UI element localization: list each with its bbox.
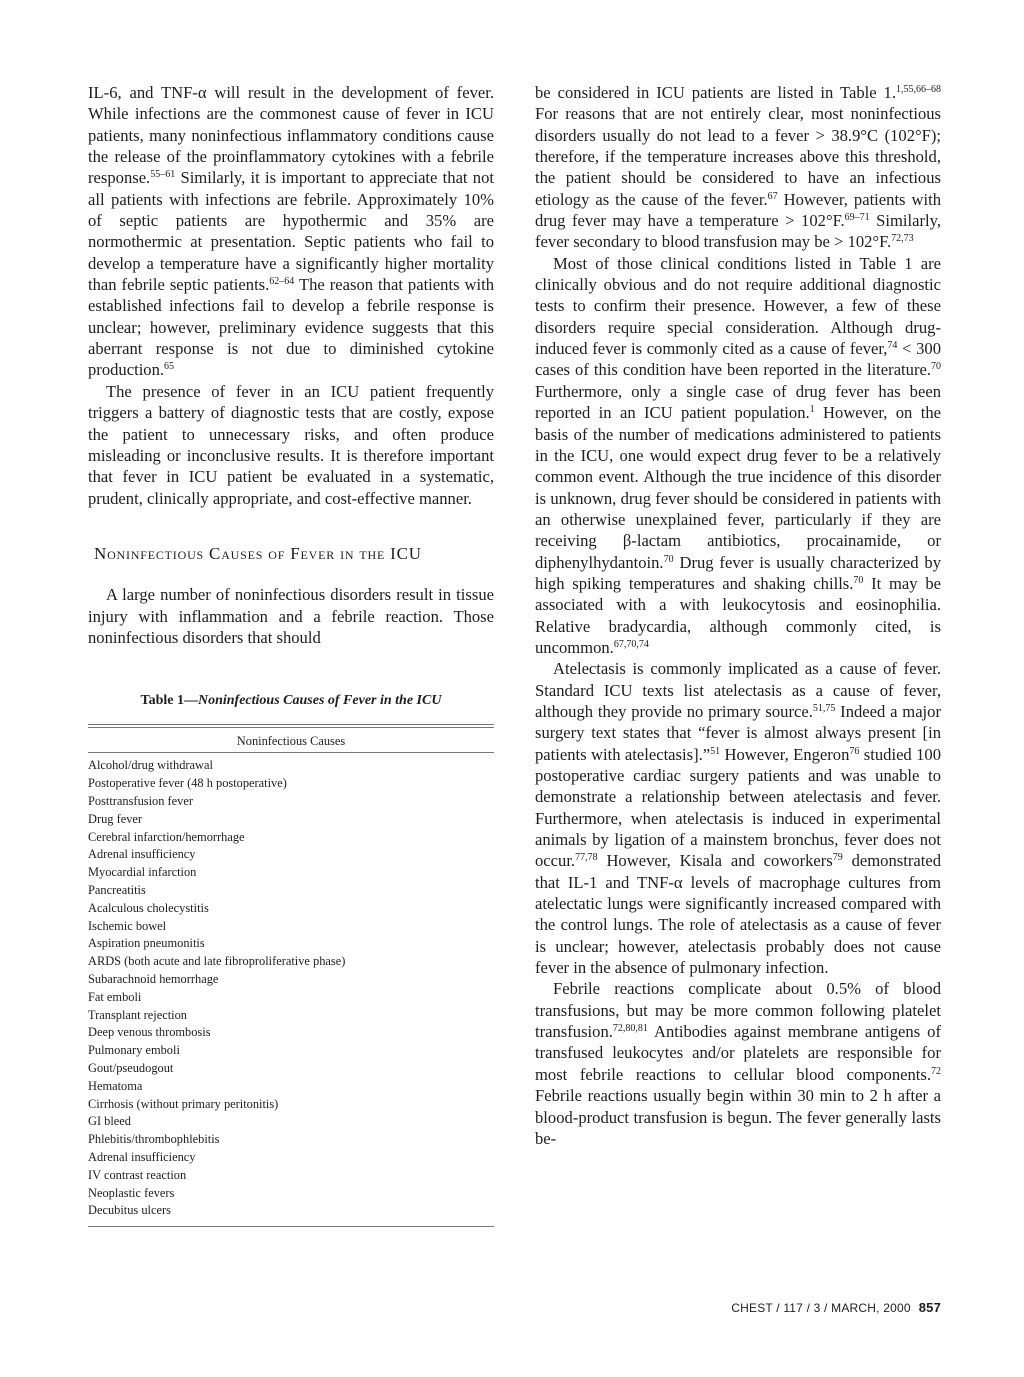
body-paragraph: Febrile reactions complicate about 0.5% of blood transfusions, but may be more common following platelet transfusion.$^{72,80,81}$ Antibodies against membrane antigens of transfused leukocytes and/or platelets are responsible for most febrile reactions to cellular blood components.$^{72}$ Febrile reactions usually begin within 30 min to 2 h after a blood-product transfusion is begun. The fever generally lasts be- (535, 979, 941, 1148)
table-row: Fat emboli (88, 989, 142, 1004)
citation-superscript: 76 (849, 745, 860, 757)
table-row: Pancreatitis (88, 882, 146, 897)
table-bottom-rule (88, 1226, 494, 1227)
body-paragraph: Most of those clinical conditions listed in Table 1 are clinically obvious and do not require additional diagnostic tests to confirm their presence. However, a few of these disorders require special consideration. Although drug-induced fever is commonly cited as a cause of fever,$^{74}$ < 300 cases of this condition have been reported in the literature.$^{70}$ Furthermore, only a single case of drug fever has been reported in an ICU patient population.$^1$ However, on the basis of the number of medications administered to patients in the ICU, one would expect drug fever to be a relatively common event. Although the true incidence of this disorder is unknown, drug fever should be considered in patients with an otherwise unexplained fever, particularly if they are receiving β-lactam antibiotics, procainamide, or diphenylhydantoin.$^{70}$ Drug fever is usually characterized by high spiking temperatures and shaking chills.$^{70}$ It may be associated with a with leukocytosis and eosinophilia. Relative bradycardia, although commonly cited, is uncommon.$^{67,70,74}$ (535, 253, 941, 657)
citation-superscript: 77,78 (575, 852, 598, 864)
table-row: IV contrast reaction (88, 1167, 187, 1182)
citation-superscript: 72,73 (891, 233, 914, 245)
table-row: Hematoma (88, 1078, 143, 1093)
table-row: Ischemic bowel (88, 918, 167, 933)
table-row: Adrenal insufficiency (88, 847, 196, 862)
table-row: Cerebral infarction/hemorrhage (88, 829, 245, 844)
table-row: Decubitus ulcers (88, 1203, 171, 1218)
table-row: Subarachnoid hemorrhage (88, 971, 219, 986)
body-paragraph: IL-6, and TNF-α will result in the development of fever. While infections are the commonest cause of fever in ICU patients, many noninfectious inflammatory conditions cause the release of the proinflammatory cytokines with a febrile response.$^{55-61}$ Similarly, it is important to appreciate that not all patients with infections are febrile. Approximately 10% of septic patients are hypothermic and 35% are normothermic at presentation. Septic patients who fail to develop a temperature have a significantly higher mortality than febrile septic patients.$^{62-64}$ The reason that patients with established infections fail to develop a febrile response is unclear; however, preliminary evidence suggests that this aberrant response is not due to diminished cytokine production.$^{65}$ (88, 83, 495, 380)
table-row: Aspiration pneumonitis (88, 936, 205, 951)
right-column (535, 82, 941, 1149)
table-row: Cirrhosis (without primary peritonitis) (88, 1096, 279, 1111)
body-paragraph: Atelectasis is commonly implicated as a cause of fever. Standard ICU texts list atelectasis as a cause of fever, although they provide no primary source.$^{51,75}$ Indeed a major surgery text states that “fever is almost always present [in patients with atelectasis].”$^{51}$ However, Engeron$^{76}$ studied 100 postoperative cardiac surgery patients and was unable to demonstrate a relationship between atelectasis and fever. Furthermore, when atelectasis is induced in experimental animals by ligation of a mainstem bronchus, fever does not occur.$^{77,78}$ However, Kisala and coworkers$^{79}$ demonstrated that IL-1 and TNF-α levels of macrophage cultures from atelectatic lungs were significantly increased compared with the control lungs. The role of atelectasis as a cause of fever is unclear; however, atelectasis probably does not cause fever in the absence of pulmonary infection. (535, 659, 942, 978)
table-caption (88, 690, 494, 711)
citation-superscript: 55–61 (150, 169, 176, 181)
table-row: Posttransfusion fever (88, 793, 193, 808)
table-row: Transplant rejection (88, 1007, 187, 1022)
citation-superscript: 1 (809, 404, 815, 416)
citation-superscript: 51 (710, 745, 721, 757)
table-row: ARDS (both acute and late fibroproliferative phase) (88, 954, 346, 969)
section-heading: Noninfectious Causes of Fever in the ICU (94, 543, 422, 563)
table-row: GI bleed (88, 1114, 132, 1129)
page-footer (731, 1300, 941, 1315)
citation-superscript: 70 (931, 361, 941, 373)
citation-superscript: 79 (832, 852, 843, 864)
table-row: Pulmonary emboli (88, 1043, 180, 1058)
body-paragraph: be considered in ICU patients are listed in Table 1.$^{1,55,66-68}$ For reasons that are not entirely clear, most noninfectious disorders usually do not lead to a fever > 38.9°C (102°F); therefore, if the temperature increases above this threshold, the patient should be considered to have an infectious etiology as the cause of the fever.$^{67}$ However, patients with drug fever may have a temperature > 102°F.$^{69-71}$ Similarly, fever secondary to blood transfusion may be > 102°F.$^{72,73}$ (535, 83, 941, 252)
table-column-header: Noninfectious Causes (88, 728, 494, 754)
body-paragraph: A large number of noninfectious disorders result in tissue injury with inflammation and a febrile reaction. Those noninfectious disorders that should (88, 585, 494, 647)
left-column (88, 82, 494, 1227)
citation-superscript: 72 (931, 1065, 941, 1077)
table-row: Alcohol/drug withdrawal (88, 758, 213, 773)
citation-superscript: 70 (853, 574, 864, 586)
citation-superscript: 67,70,74 (613, 638, 649, 650)
table-row: Myocardial infarction (88, 865, 197, 880)
citation-superscript: 67 (767, 190, 778, 202)
citation-superscript: 69–71 (844, 212, 870, 224)
table-caption-title: Noninfectious Causes of Fever in the ICU (197, 693, 442, 709)
citation-superscript: 74 (887, 340, 898, 352)
citation-superscript: 51,75 (812, 702, 836, 714)
table-row: Postoperative fever (48 h postoperative) (88, 776, 287, 791)
page-number: 857 (918, 1300, 941, 1315)
citation-superscript: 1,55,66–68 (896, 84, 941, 95)
table-row: Gout/pseudogout (88, 1060, 174, 1075)
citation-superscript: 72,80,81 (612, 1023, 648, 1035)
table-row: Neoplastic fevers (88, 1185, 175, 1200)
running-head: CHEST / 117 / 3 / MARCH, 2000 (731, 1301, 911, 1315)
table-body (88, 757, 494, 1220)
table (88, 724, 494, 1228)
body-paragraph: The presence of fever in an ICU patient frequently triggers a battery of diagnostic tests that are costly, expose the patient to unnecessary risks, and often produce misleading or inconclusive results. It is therefore important that fever in ICU patient be evaluated in a systematic, prudent, clinically appropriate, and cost-effective manner. (88, 381, 494, 508)
table-caption-label: Table 1— (140, 693, 198, 709)
table-row: Acalculous cholecystitis (88, 900, 209, 915)
table-row: Deep venous thrombosis (88, 1025, 211, 1040)
table-row: Drug fever (88, 811, 143, 826)
table-row: Phlebitis/thrombophlebitis (88, 1132, 220, 1147)
citation-superscript: 62–64 (269, 276, 295, 288)
citation-superscript: 65 (164, 361, 175, 373)
table-row: Adrenal insufficiency (88, 1149, 196, 1164)
citation-superscript: 70 (663, 553, 674, 565)
